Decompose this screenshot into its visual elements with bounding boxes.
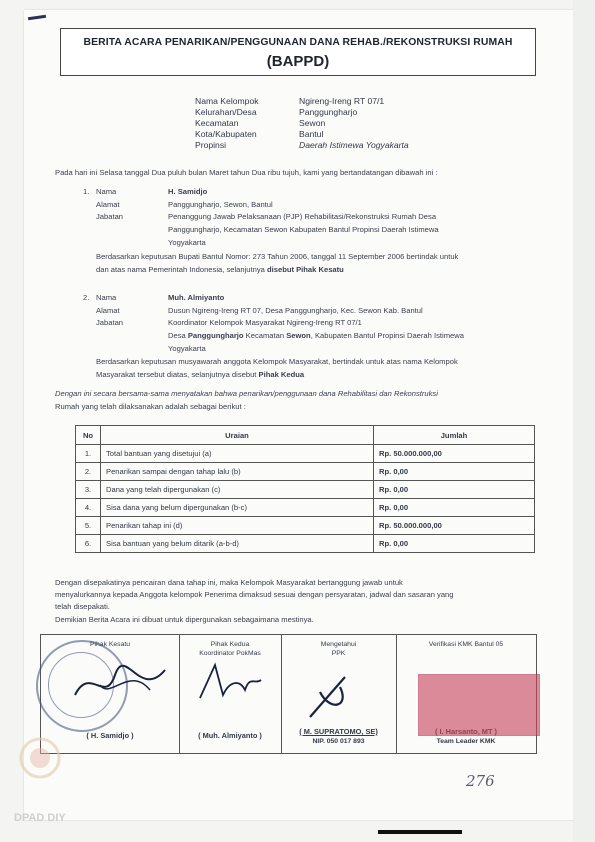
signature-title: Verifikasi KMK Bantul 05 xyxy=(428,641,504,648)
table-row xyxy=(76,499,535,517)
bottom-bar xyxy=(378,830,462,834)
party1-basis xyxy=(96,265,344,276)
jabatan-text: Kecamatan xyxy=(245,331,285,340)
info-label: Nama Kelompok xyxy=(195,96,259,106)
info-value: Bantul xyxy=(299,129,324,139)
table-cell-uraian: Sisa bantuan yang belum ditarik (a-b-d) xyxy=(101,535,374,553)
document-title: BERITA ACARA PENARIKAN/PENGGUNAAN DANA REHAB./REKONSTRUKSI RUMAH xyxy=(83,37,513,48)
table-cell-no: 2. xyxy=(76,463,101,481)
table-row xyxy=(76,463,535,481)
table-header-row xyxy=(76,426,535,445)
party1-basis-text: dan atas nama Pemerintah Indonesia, selanjutnya xyxy=(96,265,265,274)
statement: Rumah yang telah dilaksanakan adalah sebagai berikut : xyxy=(55,402,246,411)
jabatan-text: Kabupaten Bantul Propinsi Daerah Istimewa xyxy=(314,331,464,340)
page-edge xyxy=(573,0,595,842)
table-cell-no: 4. xyxy=(76,499,101,517)
table-cell-jumlah: Rp. 0,00 xyxy=(374,499,535,517)
info-value: Daerah Istimewa Yogyakarta xyxy=(299,140,409,150)
table-cell-no: 5. xyxy=(76,517,101,535)
signature-role: Team Leader KMK xyxy=(436,738,496,745)
table-cell-uraian: Penarikan tahap ini (d) xyxy=(101,517,374,535)
party2-alamat-label: Alamat xyxy=(96,306,120,315)
signature-name: ( M. SUPRATOMO, SE) xyxy=(299,727,378,736)
signature-nip: NIP. 050 017 893 xyxy=(312,738,365,745)
emblem-watermark-icon xyxy=(18,736,62,780)
info-label: Propinsi xyxy=(195,140,227,150)
table-row xyxy=(76,445,535,463)
signature-subtitle: PPK xyxy=(331,650,346,657)
funds-table xyxy=(75,425,535,553)
party2-basis: Berdasarkan keputusan musyawarah anggota Kelompok Masyarakat, bertindak untuk atas nama Kelompok xyxy=(96,357,458,366)
info-block xyxy=(195,96,515,156)
signature-name: ( H. Samidjo ) xyxy=(86,731,134,740)
signature-scribble-icon xyxy=(70,655,170,710)
signature-title: Pihak Kesatu xyxy=(89,641,131,648)
party2-nama-label: Nama xyxy=(96,293,117,302)
party1-alamat-label: Alamat xyxy=(96,200,120,209)
jabatan-kecamatan: Sewon xyxy=(286,331,311,340)
party1-role: disebut Pihak Kesatu xyxy=(267,265,344,274)
jabatan-desa: Panggungharjo xyxy=(187,331,244,340)
title-box xyxy=(60,28,536,76)
signature-title: Pihak Kedua xyxy=(210,641,250,648)
table-cell-uraian: Sisa dana yang belum dipergunakan (b-c) xyxy=(101,499,374,517)
party2-basis xyxy=(96,370,304,381)
table-cell-jumlah: Rp. 0,00 xyxy=(374,535,535,553)
closing-text: Demikian Berita Acara ini dibuat untuk dipergunakan sebagaimana mestinya. xyxy=(55,615,314,624)
table-cell-no: 6. xyxy=(76,535,101,553)
jabatan-text: Desa xyxy=(168,331,186,340)
party1-alamat: Panggungharjo, Sewon, Bantul xyxy=(168,200,273,209)
table-cell-uraian: Penarikan sampai dengan tahap lalu (b) xyxy=(101,463,374,481)
party1-jabatan: Penanggung Jawab Pelaksanaan (PJP) Rehabilitasi/Rekonstruksi Rumah Desa xyxy=(168,212,437,221)
closing-text: telah disepakati. xyxy=(55,602,110,611)
closing-text: Dengan disepakatinya pencairan dana tahap ini, maka Kelompok Masyarakat bertanggung jawab untuk xyxy=(55,578,403,587)
signature-name: ( Muh. Almiyanto ) xyxy=(198,731,262,740)
statement: Dengan ini secara bersama-sama menyatakan bahwa penarikan/penggunaan dana Rehabilitasi dan Rekonstruksi xyxy=(55,389,438,398)
table-header: No xyxy=(76,426,101,445)
party2-number: 2. xyxy=(83,293,90,302)
table-row xyxy=(76,481,535,499)
party1-nama: H. Samidjo xyxy=(168,187,208,196)
info-value: Sewon xyxy=(299,118,326,128)
table-cell-no: 1. xyxy=(76,445,101,463)
verification-stamp-icon xyxy=(418,674,540,736)
signature-subtitle: Koordinator PokMas xyxy=(199,650,261,657)
watermark-text: DPAD DIY xyxy=(14,812,66,824)
table-row xyxy=(76,517,535,535)
info-value: Ngireng-Ireng RT 07/1 xyxy=(299,96,385,106)
party2-role: Pihak Kedua xyxy=(258,370,305,379)
party1-number: 1. xyxy=(83,187,90,196)
document-subtitle: (BAPPD) xyxy=(266,53,330,70)
party2-jabatan: Koordinator Kelompok Masyarakat Ngireng-Ireng RT 07/1 xyxy=(168,318,362,327)
table-cell-jumlah: Rp. 50.000.000,00 xyxy=(374,445,535,463)
party2-basis-text: Masyarakat tersebut diatas, selanjutnya disebut xyxy=(96,370,257,379)
party1-jabatan: Panggungharjo, Kecamatan Sewon Kabupaten Bantul Propinsi Daerah Istimewa xyxy=(168,225,439,234)
table-cell-no: 3. xyxy=(76,481,101,499)
table-row xyxy=(76,535,535,553)
info-label: Kelurahan/Desa xyxy=(195,107,257,117)
info-value: Panggungharjo xyxy=(299,107,358,117)
table-header: Jumlah xyxy=(374,426,535,445)
party2-alamat: Dusun Ngireng-Ireng RT 07, Desa Panggungharjo, Kec. Sewon Kab. Bantul xyxy=(168,306,423,315)
table-cell-jumlah: Rp. 0,00 xyxy=(374,463,535,481)
table-cell-uraian: Total bantuan yang disetujui (a) xyxy=(101,445,374,463)
table-cell-jumlah: Rp. 0,00 xyxy=(374,481,535,499)
signature-scribble-icon xyxy=(300,672,360,722)
party1-nama-label: Nama xyxy=(96,187,117,196)
party2-jabatan: Desa Panggungharjo Kecamatan Sewon, Kabupaten Bantul Propinsi Daerah Istimewa xyxy=(168,331,464,340)
handwritten-page-number: 276 xyxy=(466,772,495,790)
info-label: Kecamatan xyxy=(195,118,239,128)
party1-basis: Berdasarkan keputusan Bupati Bantul Nomor: 273 Tahun 2006, tanggal 11 September 2006 bertindak untuk xyxy=(96,252,459,261)
party1-jabatan: Yogyakarta xyxy=(168,238,206,247)
party2-jabatan: Yogyakarta xyxy=(168,344,206,353)
signature-scribble-icon xyxy=(195,660,265,705)
party2-nama: Muh. Almiyanto xyxy=(168,293,225,302)
table-cell-uraian: Dana yang telah dipergunakan (c) xyxy=(101,481,374,499)
signature-title: Mengetahui xyxy=(320,641,357,648)
table-header: Uraian xyxy=(101,426,374,445)
intro-text: Pada hari ini Selasa tanggal Dua puluh bulan Maret tahun Dua ribu tujuh, kami yang bertandatangan dibawah ini : xyxy=(55,168,438,177)
party1-jabatan-label: Jabatan xyxy=(96,212,124,221)
closing-text: menyalurkannya kepada Anggota kelompok Penerima dimaksud sesuai dengan persyaratan, jadwal dan sasaran yang xyxy=(55,590,454,599)
table-cell-jumlah: Rp. 50.000.000,00 xyxy=(374,517,535,535)
party2-jabatan-label: Jabatan xyxy=(96,318,124,327)
info-label: Kota/Kabupaten xyxy=(195,129,257,139)
